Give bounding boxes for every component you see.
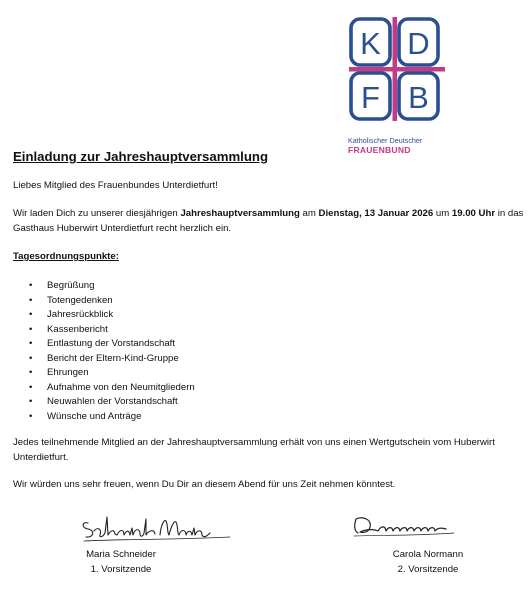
signer-name: Maria Schneider — [86, 549, 156, 560]
logo-caption — [348, 137, 468, 155]
document-title: Einladung zur Jahreshauptversammlung — [13, 149, 269, 164]
signer-2 — [383, 548, 473, 577]
signer-role: 1. Vorsitzende — [90, 563, 152, 575]
invitation-date: Dienstag, 13 Januar 2026 — [318, 208, 434, 219]
agenda-item-label: Jahresrückblick — [47, 309, 114, 321]
bullet-icon: • — [29, 280, 33, 291]
gift-voucher-note: Jedes teilnehmende Mitglied an der Jahreshauptversammlung erhält von uns einen Wertgutschein vom Huberwirt Unterdietfurt. — [13, 437, 495, 463]
agenda-item — [13, 352, 195, 367]
bullet-icon: • — [29, 396, 33, 408]
signature-carola-normann — [350, 513, 462, 539]
invitation-paragraph — [13, 207, 525, 236]
signature-maria-schneider — [80, 513, 245, 545]
invitation-event: Jahreshauptversammlung — [180, 208, 300, 219]
bullet-icon: • — [29, 323, 33, 335]
signer-role: 2. Vorsitzende — [397, 563, 459, 575]
agenda-item-label: Entlastung der Vorstandschaft — [47, 338, 175, 350]
bullet-icon: • — [29, 338, 33, 350]
agenda-item — [13, 410, 195, 425]
agenda-item — [13, 308, 195, 323]
bullet-icon: • — [29, 367, 33, 379]
greeting: Liebes Mitglied des Frauenbundes Unterdietfurt! — [13, 180, 218, 191]
logo-cross-horizontal — [349, 67, 445, 72]
kdfb-logo-mark — [349, 17, 445, 121]
bullet-icon: • — [29, 294, 33, 306]
logo-letter-b: B — [408, 80, 429, 115]
signature-image — [350, 513, 462, 539]
logo-letter-d: D — [407, 26, 430, 61]
closing-sentence: Wir würden uns sehr freuen, wenn Du Dir an diesem Abend für uns Zeit nehmen könntest. — [13, 479, 396, 490]
agenda-item-label: Begrüßung — [47, 280, 95, 291]
signer-1 — [76, 548, 166, 577]
agenda-item — [13, 395, 195, 410]
logo-caption-line1: Katholischer Deutscher — [348, 136, 423, 145]
agenda-item-label: Ehrungen — [47, 367, 89, 379]
invitation-time: 19.00 Uhr — [451, 208, 496, 219]
invitation-text-3: um — [433, 208, 452, 219]
agenda-heading: Tagesordnungspunkte: — [13, 251, 119, 262]
agenda-item — [13, 279, 195, 294]
agenda-list — [13, 279, 195, 424]
agenda-item — [13, 337, 195, 352]
bullet-icon: • — [29, 381, 33, 393]
kdfb-logo — [349, 17, 445, 121]
agenda-item — [13, 381, 195, 396]
agenda-item-label: Wünsche und Anträge — [47, 410, 142, 422]
invitation-text-1: Wir laden Dich zu unserer diesjährigen — [13, 208, 181, 219]
agenda-item-label: Aufnahme von den Neumitgliedern — [47, 381, 195, 393]
invitation-text-2: am — [299, 208, 319, 219]
logo-caption-line2: FRAUENBUND — [348, 145, 411, 155]
agenda-item-label: Totengedenken — [47, 294, 113, 306]
bullet-icon: • — [29, 352, 33, 364]
invitation-text-4: in das Gasthaus Huberwirt Unterdietfurt recht herzlich ein. — [13, 208, 524, 234]
agenda-item-label: Bericht der Eltern-Kind-Gruppe — [47, 352, 179, 364]
logo-letter-k: K — [360, 26, 381, 61]
bullet-icon: • — [29, 309, 33, 321]
agenda-item-label: Kassenbericht — [47, 323, 108, 335]
agenda-item-label: Neuwahlen der Vorstandschaft — [47, 396, 178, 408]
logo-letter-f: F — [361, 80, 380, 115]
agenda-item — [13, 294, 195, 309]
agenda-item — [13, 323, 195, 338]
signature-image — [80, 513, 245, 545]
agenda-item — [13, 366, 195, 381]
bullet-icon: • — [29, 410, 33, 422]
signer-name: Carola Normann — [392, 549, 464, 560]
